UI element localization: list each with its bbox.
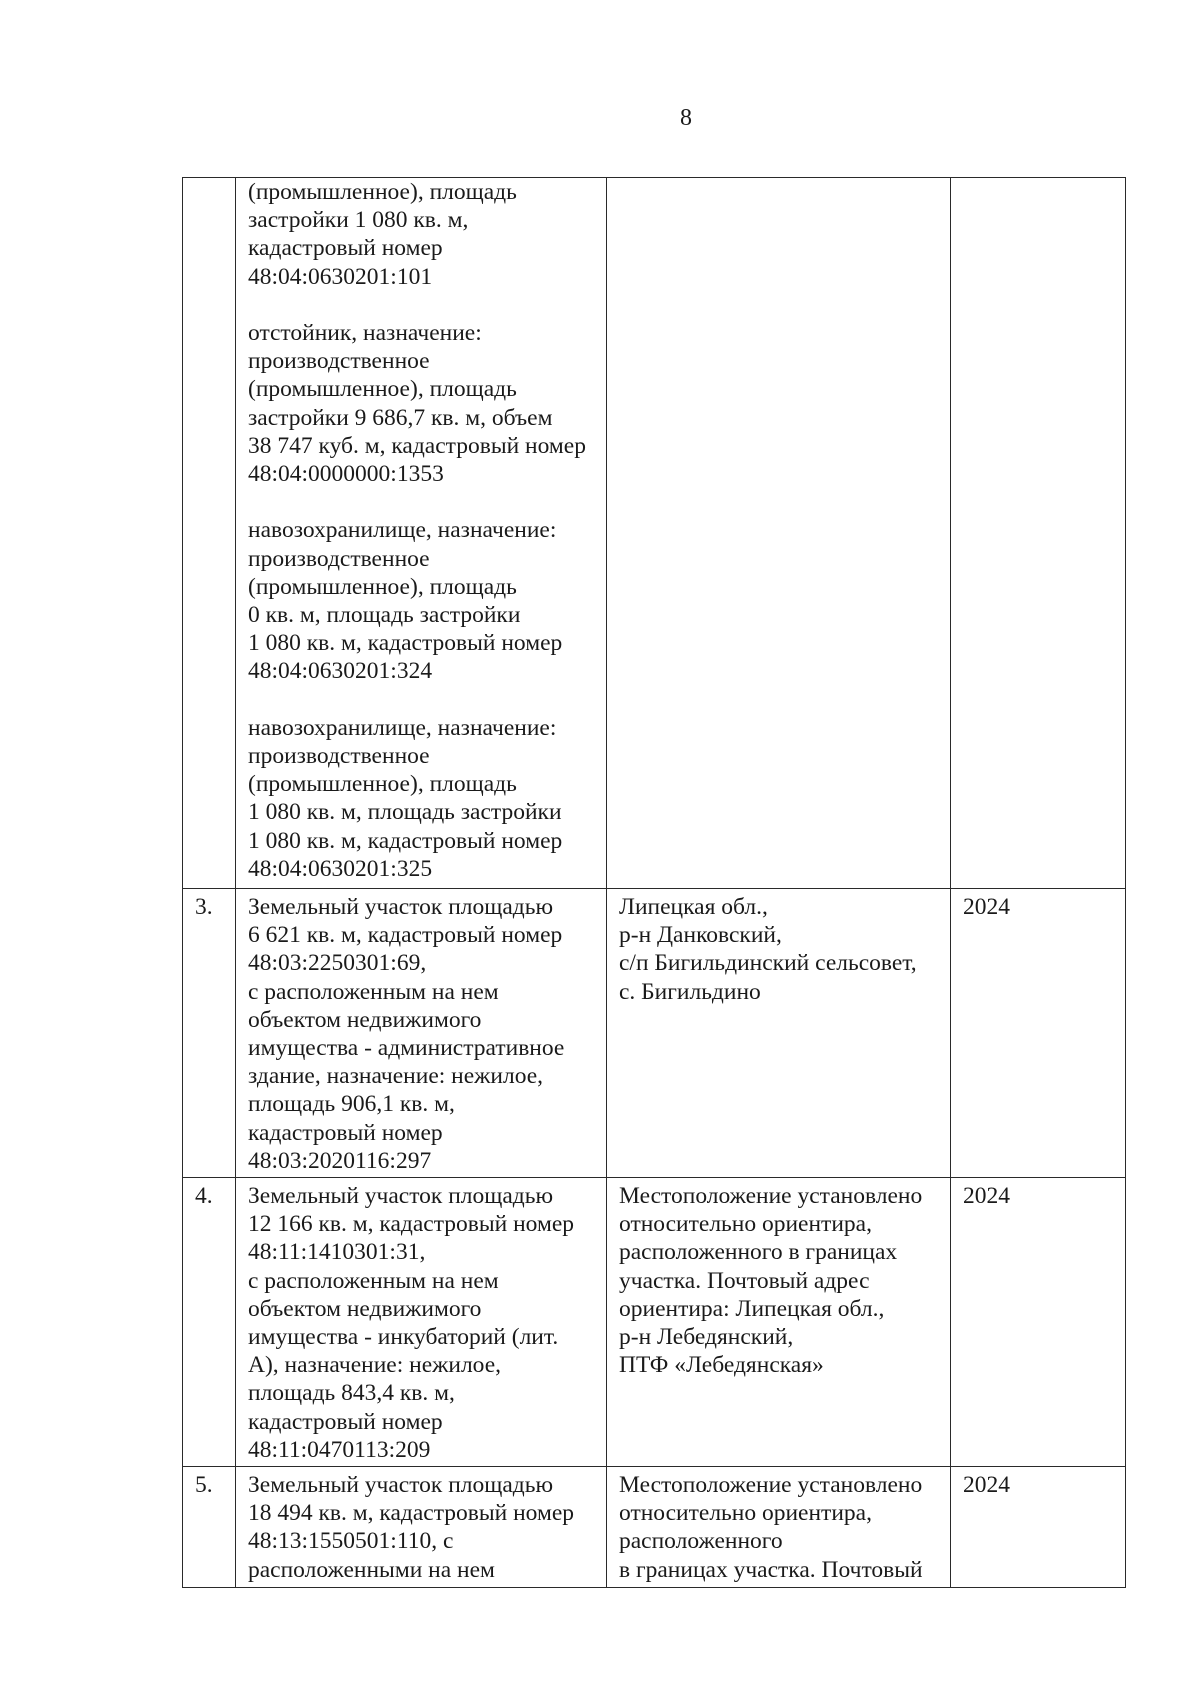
year-cell: 2024 [951,1178,1126,1467]
object-description-cell: (промышленное), площадь застройки 1 080 кв. м, кадастровый номер 48:04:0630201:101 отстойник, назначение: производственное (промышленное), площадь застройки 9 686,7 кв. м, объем 38 747 куб. м, кадастровый номер 48:04:0000000:1353 навозохранилище, назначение: производственное (промышленное), площадь 0 кв. м, площадь застройки 1 080 кв. м, кадастровый номер 48:04:0630201:324 навозохранилище, назначение: производственное (промышленное), площадь 1 080 кв. м, площадь застройки 1 080 кв. м, кадастровый номер 48:04:0630201:325 [236,178,607,889]
year-cell: 2024 [951,889,1126,1178]
row-number-cell [183,178,236,889]
object-description-cell: Земельный участок площадью 6 621 кв. м, кадастровый номер 48:03:2250301:69, с расположенным на нем объектом недвижимого имущества - административное здание, назначение: нежилое, площадь 906,1 кв. м, кадастровый номер 48:03:2020116:297 [236,889,607,1178]
year-cell [951,178,1126,889]
table-row [183,178,1126,889]
location-cell: Местоположение установлено относительно ориентира, расположенного в границах участка. Почтовый адрес ориентира: Липецкая обл., р-н Лебедянский, ПТФ «Лебедянская» [607,1178,951,1467]
table-row [183,1467,1126,1588]
page-number: 8 [680,105,692,131]
property-table [182,177,1126,1588]
table-row [183,889,1126,1178]
location-cell: Местоположение установлено относительно ориентира, расположенного в границах участка. Почтовый [607,1467,951,1588]
location-cell: Липецкая обл., р-н Данковский, с/п Бигильдинский сельсовет, с. Бигильдино [607,889,951,1178]
object-description-cell: Земельный участок площадью 18 494 кв. м, кадастровый номер 48:13:1550501:110, с расположенными на нем [236,1467,607,1588]
location-cell [607,178,951,889]
row-number-cell: 5. [183,1467,236,1588]
year-cell: 2024 [951,1467,1126,1588]
row-number-cell: 4. [183,1178,236,1467]
row-number-cell: 3. [183,889,236,1178]
table-row [183,1178,1126,1467]
object-description-cell: Земельный участок площадью 12 166 кв. м, кадастровый номер 48:11:1410301:31, с расположенным на нем объектом недвижимого имущества - инкубаторий (лит. А), назначение: нежилое, площадь 843,4 кв. м, кадастровый номер 48:11:0470113:209 [236,1178,607,1467]
